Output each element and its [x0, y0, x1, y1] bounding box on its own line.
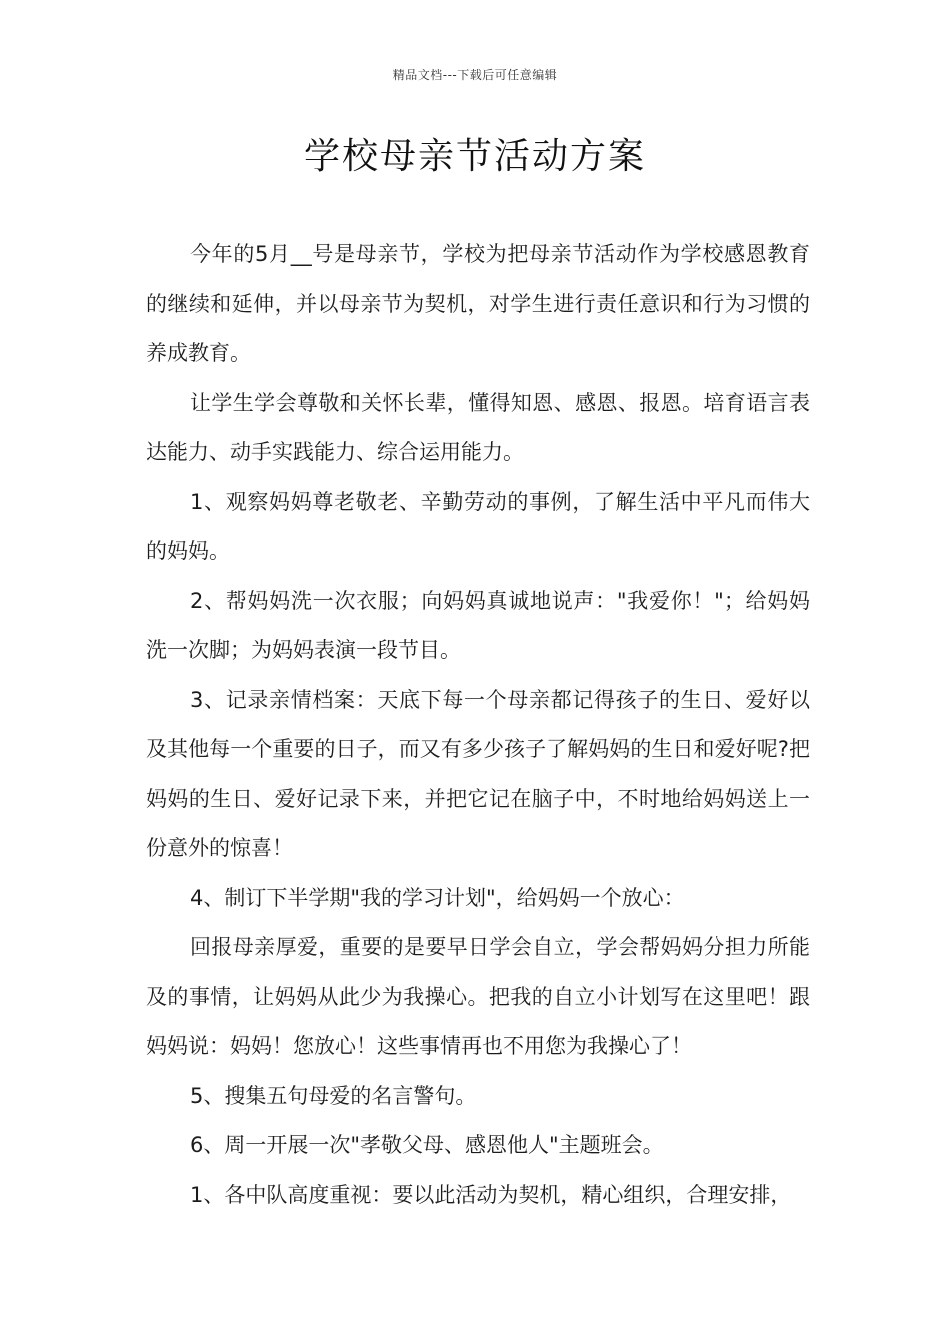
paragraph-goals: 让学生学会尊敬和关怀长辈，懂得知恩、感恩、报恩。培育语言表达能力、动手实践能力、综合运用能力。 [146, 390, 810, 464]
paragraph-item-5: 5、搜集五句母爱的名言警句。 [190, 1083, 477, 1108]
paragraph-requirement-1: 1、各中队高度重视：要以此活动为契机，精心组织，合理安排， [190, 1182, 792, 1207]
document-body [146, 230, 810, 1220]
paragraph-item-4: 4、制订下半学期"我的学习计划"，给妈妈一个放心： [190, 885, 685, 910]
paragraph-item-2: 2、帮妈妈洗一次衣服；向妈妈真诚地说声："我爱你！"；给妈妈洗一次脚；为妈妈表演一段节目。 [146, 588, 810, 662]
header-note: 精品文档---下载后可任意编辑 [392, 68, 558, 82]
paragraph-item-6: 6、周一开展一次"孝敬父母、感恩他人"主题班会。 [190, 1133, 664, 1157]
paragraph-item-1: 1、观察妈妈尊老敬老、辛勤劳动的事例，了解生活中平凡而伟大的妈妈。 [146, 489, 810, 563]
paragraph-item-4-detail: 回报母亲厚爱，重要的是要早日学会自立，学会帮妈妈分担力所能及的事情，让妈妈从此少为我操心。把我的自立小计划写在这里吧！跟妈妈说：妈妈！您放心！这些事情再也不用您为我操心了！ [146, 935, 810, 1058]
paragraph-item-3: 3、记录亲情档案：天底下每一个母亲都记得孩子的生日、爱好以及其他每一个重要的日子，而又有多少孩子了解妈妈的生日和爱好呢?把妈妈的生日、爱好记录下来，并把它记在脑子中，不时地给妈妈送上一份意外的惊喜！ [146, 687, 810, 860]
document-title: 学校母亲节活动方案 [303, 136, 646, 177]
paragraph-intro: 今年的5月__号是母亲节，学校为把母亲节活动作为学校感恩教育的继续和延伸，并以母亲节为契机，对学生进行责任意识和行为习惯的养成教育。 [146, 242, 810, 365]
